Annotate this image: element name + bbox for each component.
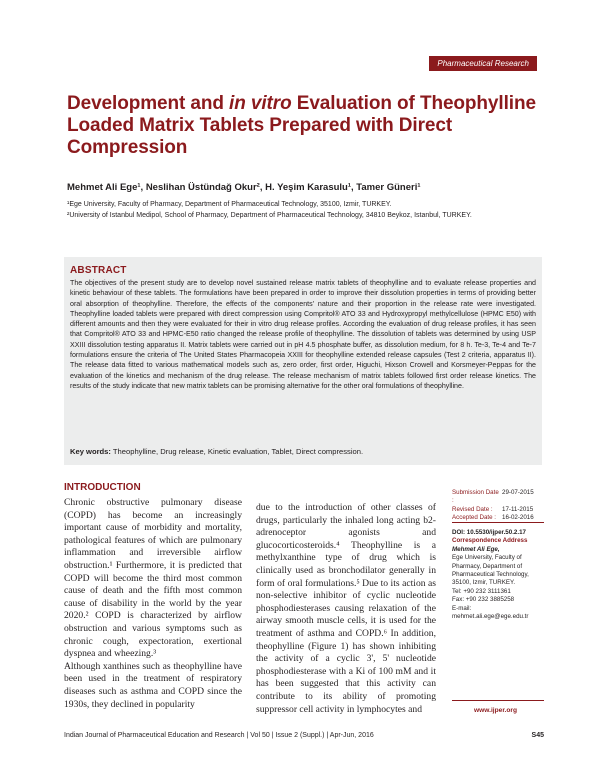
correspondence-block [452,529,544,621]
divider [452,522,544,523]
keywords: Key words: Theophylline, Drug release, Kinetic evaluation, Tablet, Direct compression. [70,447,364,456]
correspondence-email[interactable]: E-mail: mehmet.ali.ege@ege.edu.tr [452,604,529,621]
article-title: Development and in vitro Evaluation of Theophylline Loaded Matrix Tablets Prepared with Direct Compression [67,93,536,158]
doi[interactable]: DOI: 10.5530/ijper.50.2.17 [452,529,526,536]
authors: Mehmet Ali Ege¹, Neslihan Üstündağ Okur², H. Yeşim Karasulu¹, Tamer Güneri¹ [67,182,421,193]
paragraph: due to the introduction of other classes of drugs, particularly the inhaled long acting b2-adrenoceptor agonists and glucocorticosteroids.⁴ Theophylline is a methylxanthine type of drug which is clinically used as bronchodilator generally in form of oral formulations.⁵ Due to its action as non-selective inhibitor of cyclic nucleotide phosphodiesterases causing relaxation of the airway smooth muscle cells, it is used for the treatment of asthma and COPD.⁶ In addition, theophylline (Figure 1) has shown inhibiting the activity of a cyclic 3', 5' nucleotide phosphodiesterase with a Ki of 100 mM and it has been suggested that this activity can contribute to its ability of promoting suppressor cell activity in lymphocytes and [256,502,436,715]
paragraph: Although xanthines such as theophylline have been used in the treatment of respiratory diseases such as asthma and COPD since the 1930s, they declined in popularity [64,660,242,710]
abstract-heading: ABSTRACT [70,265,127,276]
page-number: S45 [531,732,544,739]
page-footer [64,732,544,739]
footer-journal: Indian Journal of Pharmaceutical Education and Research | Vol 50 | Issue 2 (Suppl.) | Apr-Jun, 2016 [64,732,374,739]
article-dates: Submission Date : 29-07-2015 Revised Date : 17-11-2015 Accepted Date : 16-02-2016 [452,489,534,522]
correspondence-fax: Fax: +90 232 3885258 [452,596,515,604]
correspondence-tel: Tel: +90 232 3111361 [452,587,511,595]
journal-website-link[interactable]: www.ijper.org [474,707,517,714]
abstract-text: The objectives of the present study are to develop novel sustained release matrix tablets of theophylline and to evaluate release properties and kinetic behaviour of these tablets. The formulations have been prepared in order to improve their dissolution properties in terms of providing better oral absorption of theophylline. Therefore, the effects of the components' nature and their proportion in the release rate were investigated. Theophylline loaded tablets were prepared with direct compression using Compritol® ATO 33 and Hydroxypropyl methylcellulose (HPMC E50) with different amounts and then they were evaluated for their in vitro drug release profiles. According the evaluation of drug release profiles, it has seen that Compritol® ATO 33 and HPMC-E50 ratio changed the release profile of theophylline. The dissolution of tablets was determined by using USP XXIII dissolution testing apparatus II. Matrix tablets were carried out in pH 4.5 phosphate buffer, as dissolution medium, for 8 h. Te-3, Te-4 and Te-7 formulations ensure the criteria of The United States Pharmacopeia XXIII for theophylline extended release capsules (Test 2 criteria, apparatus II). The release data fitted to various mathematical models such as, zero order, first order, Higuchi, Hixson Crowell and Korsmeyer-Peppas for the evaluation of the kinetics and mechanism of the drug release. The release mechanism of matrix tablets followed first order release kinetics. The results of the study indicate that new matrix tablets can be promising alternative for the other oral formulations of theophylline. [70,279,536,390]
affiliation-1: ¹Ege University, Faculty of Pharmacy, Department of Pharmaceutical Technology, 35100, Izmir, TURKEY. [67,201,392,208]
keywords-label: Key words: [70,447,111,456]
paragraph: Chronic obstructive pulmonary disease (COPD) has become an increasingly important cause of morbidity and mortality, pathological features of which are pulmonary inflammation and irreversible airflow obstruction.¹ Furthermore, it is predicted that COPD will become the third most common cause of death and the fifth most common cause of disability in the world by the year 2020.² COPD is characterized by airflow obstruction and various symptoms such as chronic cough, expectoration, exertional dyspnea and wheezing.³ [64,497,242,660]
introduction-heading: INTRODUCTION [64,482,141,493]
body-column-1 [64,497,242,711]
correspondence-name: Mehmet Ali Ege, [452,545,500,553]
body-column-2 [256,502,436,716]
section-tag: Pharmaceutical Research [429,56,537,71]
correspondence-address: Ege University, Faculty of Pharmacy, Department of Pharmaceutical Technology, 35100, Izmir, TURKEY. [452,554,529,587]
affiliation-2: ²University of Istanbul Medipol, School of Pharmacy, Department of Pharmaceutical Technology, 34810 Beykoz, Istanbul, TURKEY. [67,212,472,219]
divider [452,700,544,701]
correspondence-heading: Correspondence Address [452,537,528,545]
